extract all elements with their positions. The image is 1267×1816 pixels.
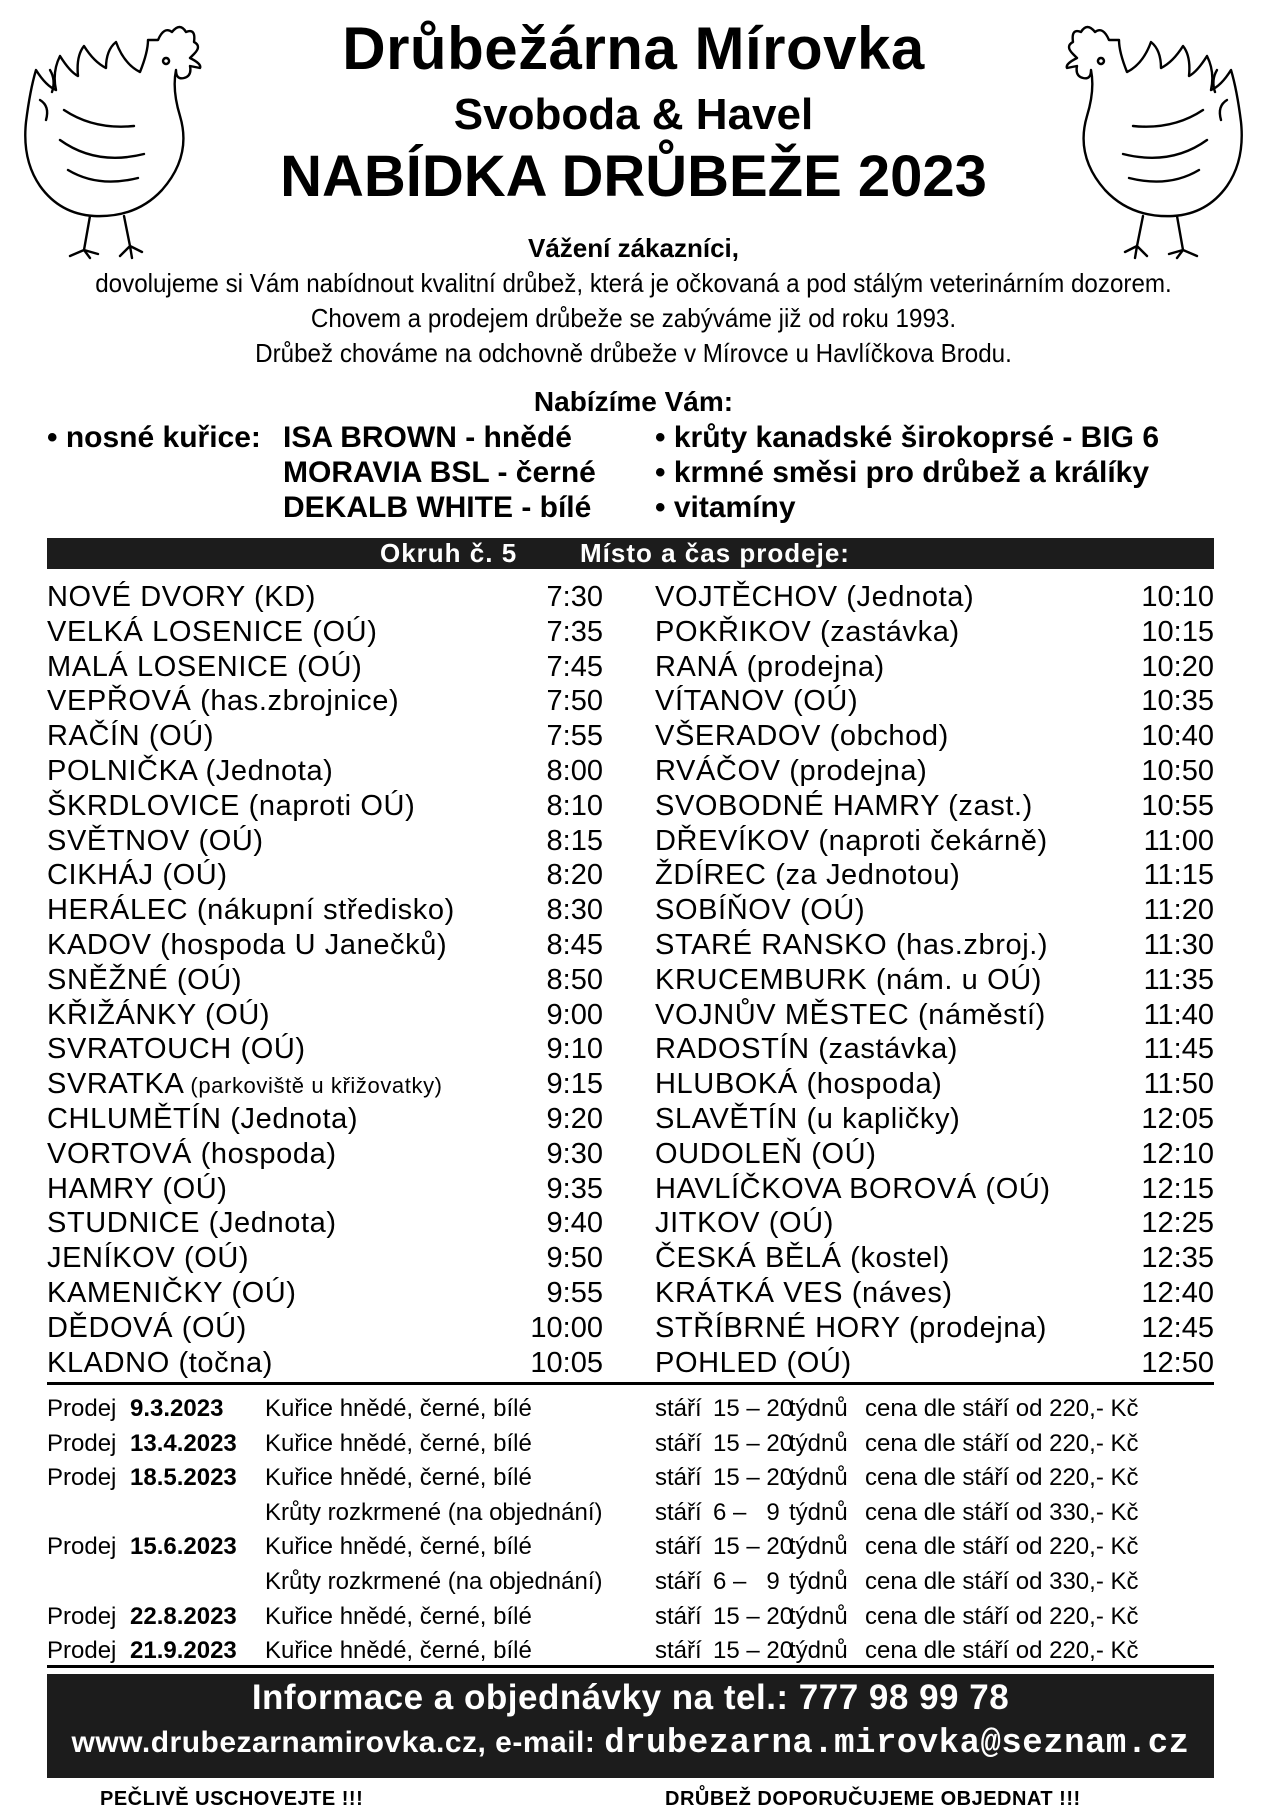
stop-time: 8:30 [546,894,603,927]
stop-time: 12:05 [1141,1102,1214,1135]
sale-row [47,1392,1214,1427]
stop-place [655,1172,1051,1207]
sale-price: cena dle stáří od 330,- Kč [865,1567,1139,1595]
schedule-row [47,580,603,615]
stop-name: VŠERADOV (obchod) [655,720,949,753]
stop-place [655,1311,1047,1346]
stop-name: MALÁ LOSENICE (OÚ) [47,650,363,683]
stop-time: 12:10 [1141,1137,1214,1170]
stop-name: VELKÁ LOSENICE (OÚ) [47,615,378,648]
sale-age-unit: týdnů [789,1637,848,1665]
stop-time: 7:55 [546,720,603,753]
stop-name: ŽDÍREC (za Jednotou) [655,859,961,892]
schedule-row [47,858,603,893]
schedule-row [655,928,1214,963]
contact-phone: Informace a objednávky na tel.: 777 98 99 78 [251,1678,1010,1717]
page-title: NABÍDKA DRŮBEŽE 2023 [280,144,987,209]
sale-price: cena dle stáří od 220,- Kč [865,1637,1139,1665]
sale-item: Kuřice hnědé, černé, bílé [265,1637,532,1665]
stop-place [47,1067,443,1104]
sale-item: Kuřice hnědé, černé, bílé [265,1395,532,1422]
intro-text [44,266,1222,371]
schedule-row [655,963,1214,998]
schedule-row [47,754,603,789]
footer-keep-notice: PEČLIVĚ USCHOVEJTE !!! [100,1788,364,1810]
sale-age-unit: týdnů [789,1395,848,1422]
stop-time: 8:10 [546,789,603,822]
sale-price: cena dle stáří od 220,- Kč [865,1429,1139,1457]
schedule-row [47,998,603,1033]
schedule-row [655,789,1214,824]
stop-place [47,928,447,963]
sale-age-label: stáří [655,1498,702,1526]
route-label: Okruh č. 5 [380,538,518,568]
sale-item: Kuřice hnědé, černé, bílé [265,1533,532,1561]
sale-age-label: stáří [655,1429,702,1457]
sale-date: 18.5.2023 [130,1464,237,1492]
sales-schedule [47,1392,1214,1669]
schedule-row [47,928,603,963]
offer-hens-list [283,420,596,525]
sale-age-unit: týdnů [789,1429,848,1457]
stop-place [655,615,960,650]
offer-item: • krůty kanadské širokoprsé - BIG 6 [655,421,1160,454]
schedule-row [47,650,603,685]
sale-age-label: stáří [655,1533,702,1561]
offer-hen-breed: DEKALB WHITE - bílé [283,491,592,524]
stop-name: KLADNO (točna) [47,1346,273,1379]
stop-name: JENÍKOV (OÚ) [47,1242,250,1275]
schedule-row [655,615,1214,650]
sale-price: cena dle stáří od 220,- Kč [865,1533,1139,1561]
schedule-row [655,1276,1214,1311]
stop-name: SVOBODNÉ HAMRY (zast.) [655,789,1033,822]
offer-other-list [655,420,1159,525]
sale-age-unit: týdnů [789,1533,848,1561]
stop-time: 8:00 [546,754,603,787]
schedule-row [47,1032,603,1067]
email-link[interactable]: drubezarna.mirovka@seznam.cz [604,1725,1190,1763]
stop-place [47,684,399,719]
schedule-row [655,1241,1214,1276]
schedule-row [655,1206,1214,1241]
stop-name: SLAVĚTÍN (u kapličky) [655,1102,961,1135]
sale-date: 22.8.2023 [130,1602,237,1630]
sale-age-label: stáří [655,1464,702,1492]
stop-time: 7:45 [546,650,603,683]
stop-place [47,650,362,685]
owners: Svoboda & Havel [453,90,814,139]
contact-web-email [47,1722,1214,1765]
sale-date: 21.9.2023 [130,1637,237,1665]
stop-time: 11:00 [1143,824,1214,857]
stop-time: 11:20 [1143,894,1214,927]
stop-time: 10:05 [530,1346,603,1379]
schedule-row [655,1172,1214,1207]
schedule-row [655,858,1214,893]
sale-prefix: Prodej [47,1533,117,1561]
sale-prefix: Prodej [47,1602,117,1630]
stop-name: KŘIŽÁNKY (OÚ) [47,998,271,1031]
stop-name: VÍTANOV (OÚ) [655,685,859,718]
stop-time: 9:00 [546,998,603,1031]
divider [47,1665,1214,1668]
stop-place [655,824,1048,859]
sale-prefix: Prodej [47,1429,117,1457]
sale-price: cena dle stáří od 220,- Kč [865,1395,1139,1422]
divider [47,1382,1214,1385]
schedule-row [47,1346,603,1381]
schedule-row [655,1067,1214,1102]
sale-item: Krůty rozkrmené (na objednání) [265,1498,603,1526]
stop-name: ŠKRDLOVICE (naproti OÚ) [47,789,416,822]
schedule-row [47,719,603,754]
stop-name: SOBÍŇOV (OÚ) [655,894,866,927]
sale-age: 15 – 20 [713,1602,794,1630]
stop-name: HERÁLEC (nákupní středisko) [47,894,455,927]
stop-time: 10:40 [1141,720,1214,753]
sale-item: Krůty rozkrmené (na objednání) [265,1567,603,1595]
stop-place [655,754,927,789]
schedule-row [47,1067,603,1102]
stop-place [655,650,885,685]
stop-place [47,1311,247,1346]
sale-age: 15 – 20 [713,1429,794,1457]
stop-name: NOVÉ DVORY (KD) [47,581,316,613]
stop-name: OUDOLEŇ (OÚ) [655,1137,877,1170]
schedule-row [655,1102,1214,1137]
stop-time: 11:40 [1143,998,1214,1031]
stop-place [655,928,1048,963]
route-heading: Místo a čas prodeje: [580,538,850,568]
sale-age: 15 – 20 [713,1395,794,1422]
schedule-row [47,824,603,859]
sale-price: cena dle stáří od 330,- Kč [865,1498,1139,1526]
offer-hen-breed: ISA BROWN - hnědé [283,421,572,454]
stop-place [655,1102,960,1137]
schedule-row [47,1276,603,1311]
stop-note: (parkoviště u křižovatky) [190,1073,443,1099]
sale-age-label: stáří [655,1602,702,1630]
offer-item: • krmné směsi pro drůbež a králíky [655,456,1150,489]
stop-name: SVRATKA [47,1068,185,1101]
stop-time: 9:15 [546,1068,603,1101]
schedule-row [655,580,1214,615]
sale-row [47,1600,1214,1635]
sale-prefix: Prodej [47,1464,117,1492]
stop-time: 9:10 [546,1033,603,1066]
stop-place [655,1241,950,1276]
sale-age-unit: týdnů [789,1464,848,1492]
schedule-row [47,963,603,998]
stop-place [655,580,974,615]
sale-age: 15 – 20 [713,1533,794,1561]
stop-time: 9:50 [546,1242,603,1275]
stop-name: HLUBOKÁ (hospoda) [655,1068,943,1101]
stop-name: STŘÍBRNÉ HORY (prodejna) [655,1311,1048,1344]
sale-age: 6 – 9 [713,1567,780,1595]
stop-place [47,1172,228,1207]
sale-prefix: Prodej [47,1637,117,1665]
stop-name: SVRATOUCH (OÚ) [47,1033,306,1066]
website-link[interactable]: www.drubezarnamirovka.cz, e-mail: [71,1726,596,1759]
stop-time: 10:20 [1141,650,1214,683]
stop-place [655,789,1033,824]
stop-time: 11:30 [1143,928,1214,961]
stop-time: 8:50 [546,963,603,996]
sale-age-unit: týdnů [789,1602,848,1630]
stop-name: ČESKÁ BĚLÁ (kostel) [655,1242,951,1275]
stop-time: 7:35 [546,615,603,648]
schedule-row [47,1172,603,1207]
stop-place [47,1102,358,1137]
schedule-row [47,684,603,719]
schedule-row [47,615,603,650]
stop-name: RAČÍN (OÚ) [47,720,215,753]
stop-time: 9:30 [546,1137,603,1170]
stop-name: CIKHÁJ (OÚ) [47,859,228,892]
sale-item: Kuřice hnědé, černé, bílé [265,1464,532,1492]
schedule-row [47,1311,603,1346]
schedule-row [655,1311,1214,1346]
stop-place [655,1137,877,1172]
stop-name: KRÁTKÁ VES (náves) [655,1276,953,1309]
schedule-row [655,1346,1214,1381]
stop-time: 12:15 [1141,1172,1214,1205]
stop-name: DŘEVÍKOV (naproti čekárně) [655,824,1048,857]
sale-age-label: stáří [655,1395,702,1422]
stop-name: KRUCEMBURK (nám. u OÚ) [655,963,1043,996]
stop-time: 9:35 [546,1172,603,1205]
schedule-row [47,1241,603,1276]
schedule-row [655,824,1214,859]
stop-time: 8:45 [546,928,603,961]
stop-time: 7:50 [546,685,603,718]
sale-age: 15 – 20 [713,1464,794,1492]
stop-time: 10:10 [1141,581,1214,613]
sale-row [47,1565,1214,1600]
stop-place [655,998,1046,1033]
schedule-row [655,684,1214,719]
sale-row [47,1427,1214,1462]
sale-prefix: Prodej [47,1395,117,1422]
stop-name: RANÁ (prodejna) [655,650,885,683]
sale-age: 15 – 20 [713,1637,794,1665]
stop-name: RADOSTÍN (zastávka) [655,1033,959,1066]
stop-name: JITKOV (OÚ) [655,1207,834,1240]
sale-item: Kuřice hnědé, černé, bílé [265,1429,532,1457]
stop-name: VOJTĚCHOV (Jednota) [655,581,975,613]
schedule-row [655,650,1214,685]
stop-place [47,998,270,1033]
stop-name: POLNIČKA (Jednota) [47,754,334,787]
stop-place [47,1346,273,1381]
stop-time: 11:50 [1143,1068,1214,1101]
stop-name: KAMENIČKY (OÚ) [47,1276,297,1309]
schedule-row [655,998,1214,1033]
stop-name: SVĚTNOV (OÚ) [47,824,264,857]
stop-time: 8:20 [546,859,603,892]
sale-date: 15.6.2023 [130,1533,237,1561]
sale-row [47,1496,1214,1531]
stop-name: POKŘIKOV (zastávka) [655,615,960,648]
stop-name: STARÉ RANSKO (has.zbroj.) [655,928,1049,961]
stop-place [47,580,316,615]
schedule-right-column [655,580,1214,1380]
stop-place [47,858,228,893]
stop-place [47,1241,249,1276]
schedule-row [655,754,1214,789]
stop-time: 9:55 [546,1276,603,1309]
stop-place [655,1346,852,1381]
stop-name: HAMRY (OÚ) [47,1172,228,1205]
sale-price: cena dle stáří od 220,- Kč [865,1602,1139,1630]
sale-price: cena dle stáří od 220,- Kč [865,1464,1139,1492]
schedule-left-column [47,580,603,1380]
stop-name: VEPŘOVÁ (has.zbrojnice) [47,685,400,718]
stop-place [47,1137,337,1172]
greeting: Vážení zákazníci, [528,233,739,263]
stop-time: 12:50 [1141,1346,1214,1379]
intro-line: Chovem a prodejem drůbeže se zabýváme již od roku 1993. [310,303,957,333]
stop-place [655,893,865,928]
stop-name: STUDNICE (Jednota) [47,1207,337,1240]
stop-time: 10:35 [1141,685,1214,718]
stop-name: VORTOVÁ (hospoda) [47,1137,337,1170]
stop-place [47,963,242,998]
schedule-row [655,893,1214,928]
sale-date: 9.3.2023 [130,1395,224,1422]
stop-name: CHLUMĚTÍN (Jednota) [47,1102,359,1135]
sale-age-unit: týdnů [789,1498,848,1526]
intro-line: dovolujeme si Vám nabídnout kvalitní drůbež, která je očkovaná a pod stálým veterinárním dozorem. [95,268,1172,298]
stop-place [655,719,949,754]
stop-place [655,963,1042,998]
schedule-row [47,893,603,928]
sale-age-label: stáří [655,1637,702,1665]
stop-time: 12:35 [1141,1242,1214,1275]
stop-place [47,719,214,754]
sale-row [47,1530,1214,1565]
sale-age-unit: týdnů [789,1567,848,1595]
stop-place [47,1032,306,1067]
stop-time: 10:55 [1141,789,1214,822]
stop-place [47,1276,297,1311]
sale-row [47,1634,1214,1669]
stop-place [655,684,858,719]
stop-time: 11:15 [1143,859,1214,892]
schedule-row [47,1102,603,1137]
sale-age-label: stáří [655,1567,702,1595]
stop-place [655,1276,953,1311]
stop-time: 11:45 [1143,1033,1214,1066]
schedule-row [655,1032,1214,1067]
intro-line: Drůbež chováme na odchovně drůbeže v Mírovce u Havlíčkova Brodu. [255,338,1012,368]
sale-age: 6 – 9 [713,1498,780,1526]
stop-place [655,1206,834,1241]
stop-time: 9:20 [546,1102,603,1135]
route-header-bar [47,538,1214,569]
stop-time: 11:35 [1143,963,1214,996]
contact-bar [47,1674,1214,1778]
schedule-row [47,1137,603,1172]
stop-name: KADOV (hospoda U Janečků) [47,928,448,961]
offer-hens-label: • nosné kuřice: [47,421,261,454]
offer-item: • vitamíny [655,491,796,524]
schedule-row [47,789,603,824]
offer-heading: Nabízíme Vám: [533,386,734,417]
stop-name: HAVLÍČKOVA BOROVÁ (OÚ) [655,1172,1051,1205]
stop-time: 12:45 [1141,1311,1214,1344]
stop-place [47,789,415,824]
schedule-row [655,719,1214,754]
stop-name: POHLED (OÚ) [655,1346,852,1379]
stop-place [655,1032,958,1067]
offer-hen-breed: MORAVIA BSL - černé [283,456,596,489]
stop-time: 9:40 [546,1207,603,1240]
stop-name: SNĚŽNÉ (OÚ) [47,963,243,996]
schedule-row [47,1206,603,1241]
stop-time: 12:25 [1141,1207,1214,1240]
stop-name: DĚDOVÁ (OÚ) [47,1311,247,1344]
footer-order-notice: DRŮBEŽ DOPORUČUJEME OBJEDNAT !!! [665,1788,1081,1810]
stop-name: VOJNŮV MĚSTEC (náměstí) [655,998,1046,1031]
sale-row [47,1461,1214,1496]
sale-item: Kuřice hnědé, černé, bílé [265,1602,532,1630]
stop-place [655,858,960,893]
schedule-row [655,1137,1214,1172]
stop-time: 12:40 [1141,1276,1214,1309]
sale-date: 13.4.2023 [130,1429,237,1457]
stop-time: 8:15 [546,824,603,857]
stop-time: 10:00 [530,1311,603,1344]
stop-place [47,893,455,928]
stop-place [47,824,264,859]
company-name: Drůbežárna Mírovka [342,15,925,82]
stop-place [47,754,333,789]
stop-name: RVÁČOV (prodejna) [655,754,928,787]
stop-place [47,1206,337,1241]
stop-time: 7:30 [546,581,603,613]
stop-time: 10:15 [1141,615,1214,648]
stop-time: 10:50 [1141,754,1214,787]
stop-place [47,615,378,650]
stop-place [655,1067,942,1102]
